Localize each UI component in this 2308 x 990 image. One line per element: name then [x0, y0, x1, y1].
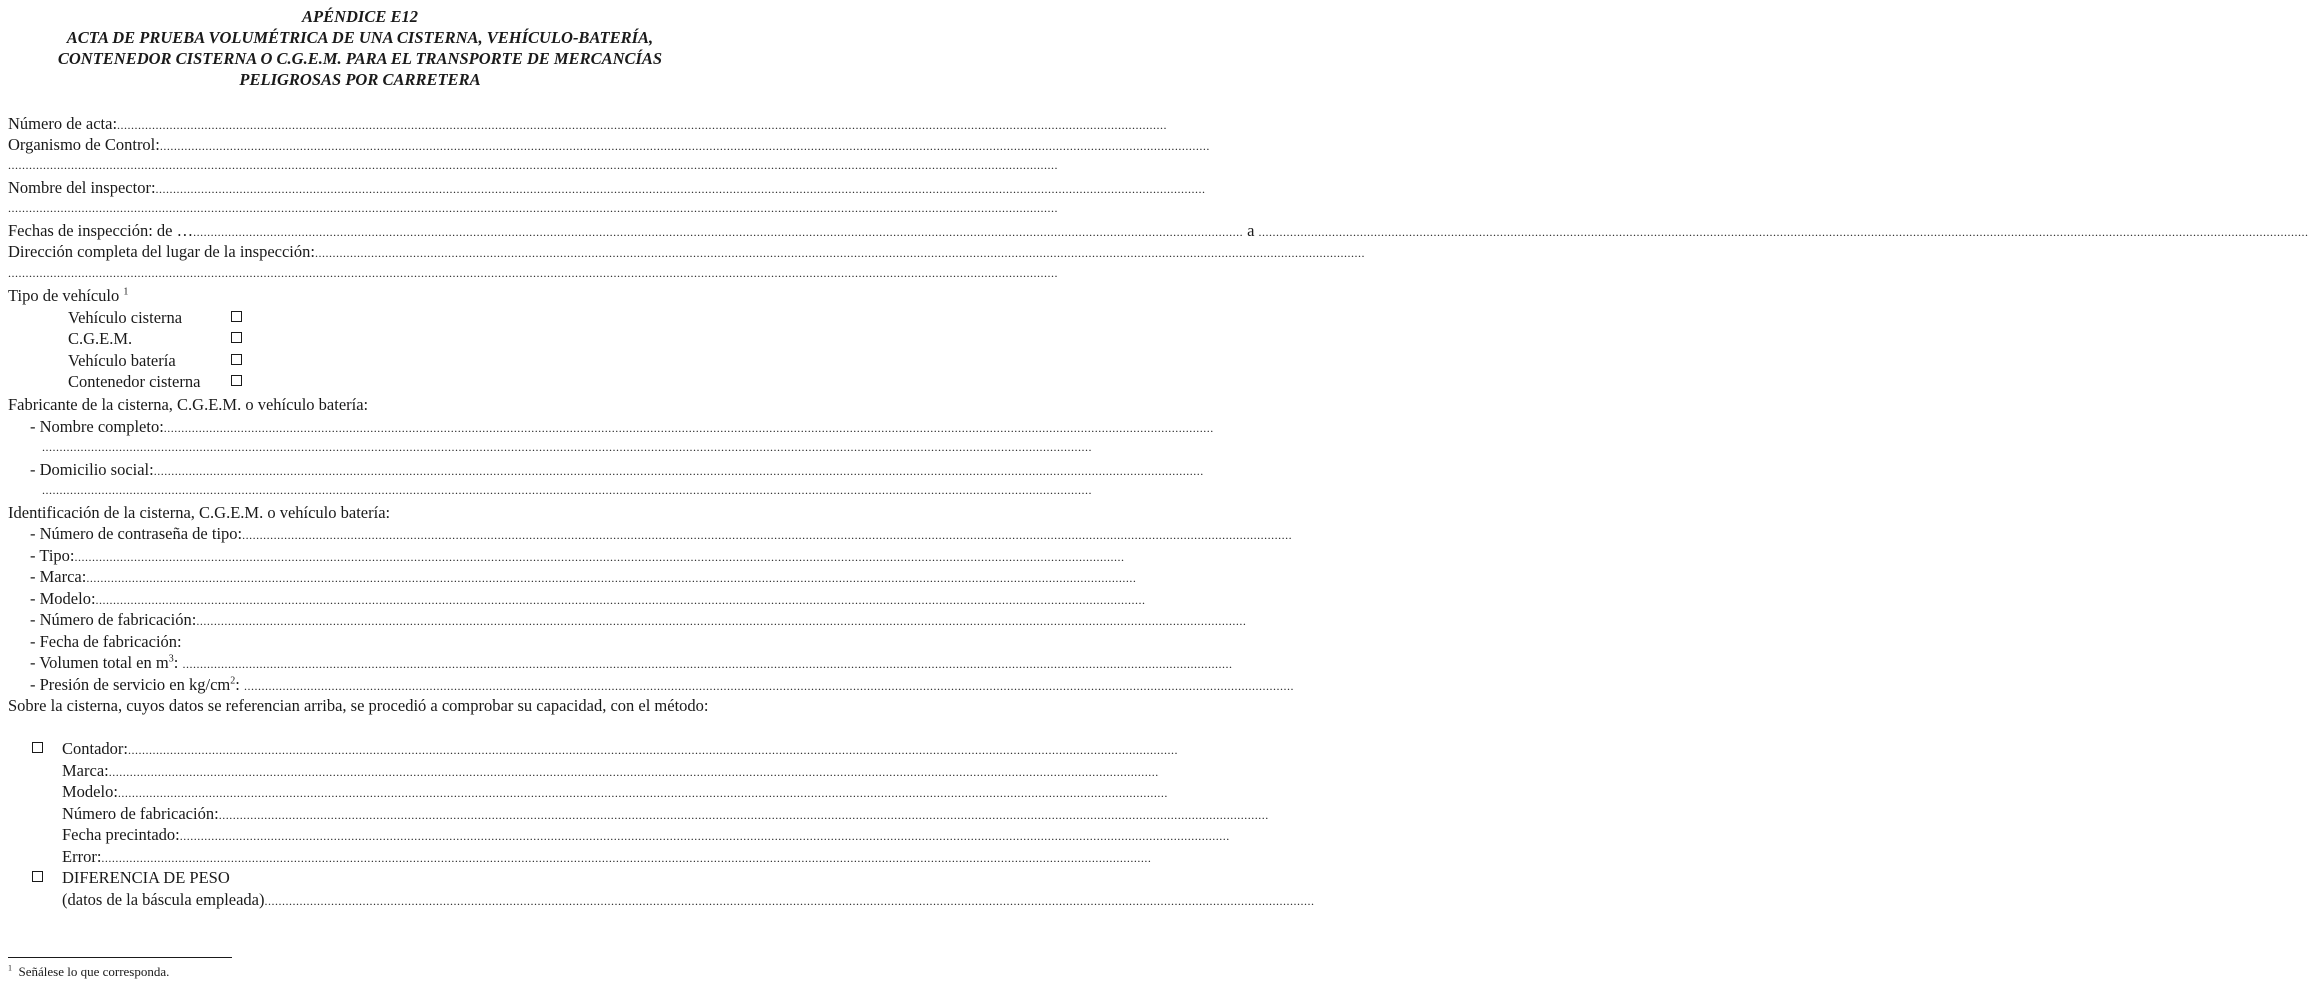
organismo-continuation[interactable]	[8, 155, 1058, 177]
fechas-a-label: a	[1247, 221, 1255, 240]
fecha-precintado-field[interactable]	[62, 824, 1230, 846]
direccion-continuation[interactable]	[8, 263, 1058, 285]
fechas-label: Fechas de inspección: de …	[8, 221, 194, 240]
fabricante-domicilio-continuation[interactable]	[42, 480, 1092, 502]
modelo-label: - Modelo:	[30, 589, 96, 608]
fecha-precintado-label: Fecha precintado:	[62, 825, 180, 844]
numero-acta-fill: ............................................................................................................................................................................................................................................................................................................	[117, 118, 1168, 132]
title-line-3: CONTENEDOR CISTERNA O C.G.E.M. PARA EL TRANSPORTE DE MERCANCÍAS	[57, 49, 663, 68]
num-fabricacion-label: - Número de fabricación:	[30, 610, 197, 629]
organismo-fill: ............................................................................................................................................................................................................................................................................................................	[159, 139, 1210, 153]
checkbox-contenedor-cisterna[interactable]	[231, 375, 242, 386]
contrasena-fill: ............................................................................................................................................................................................................................................................................................................	[242, 528, 1293, 542]
identificacion-heading: Identificación de la cisterna, C.G.E.M. o vehículo batería:	[8, 503, 391, 522]
checkbox-vehiculo-bateria[interactable]	[231, 354, 242, 365]
volumen-label: - Volumen total en $m^3$:	[30, 653, 179, 672]
inspector-label: Nombre del inspector:	[8, 178, 156, 197]
footnote	[8, 964, 169, 980]
contrasena-field[interactable]	[30, 523, 1293, 545]
presion-fill: ............................................................................................................................................................................................................................................................................................................	[243, 679, 1294, 693]
metodo-paragraph: Sobre la cisterna, cuyos datos se referencian arriba, se procedió a comprobar su capacidad, con el método:	[8, 696, 709, 715]
modelo-field[interactable]	[30, 588, 1146, 610]
fabricante-domicilio-fill: ............................................................................................................................................................................................................................................................................................................	[153, 464, 1204, 478]
num-fabricacion-field[interactable]	[30, 609, 1247, 631]
metodo-modelo-label: Modelo:	[62, 782, 118, 801]
title-line-4: PELIGROSAS POR CARRETERA	[239, 70, 481, 89]
footnote-divider	[8, 957, 232, 958]
organismo-fill-2: ............................................................................................................................................................................................................................................................................................................	[8, 158, 1058, 172]
footnote-text: Señálese lo que corresponda.	[18, 964, 170, 979]
fechas-to-fill: ............................................................................................................................................................................................................................................................................................................	[1258, 225, 2308, 239]
bascula-field[interactable]	[62, 889, 1315, 911]
tipo-label: - Tipo:	[30, 546, 75, 565]
num-fabricacion-fill: ............................................................................................................................................................................................................................................................................................................	[196, 614, 1247, 628]
presion-field[interactable]	[30, 674, 1294, 696]
direccion-field[interactable]	[8, 241, 1365, 263]
numero-acta-field[interactable]	[8, 113, 1168, 135]
numero-acta-label: Número de acta:	[8, 114, 118, 133]
fabricante-heading: Fabricante de la cisterna, C.G.E.M. o vehículo batería:	[8, 395, 369, 414]
fabricante-nombre-label: - Nombre completo:	[30, 417, 164, 436]
footnote-mark: 1	[8, 963, 12, 973]
fabricante-nombre-fill: ............................................................................................................................................................................................................................................................................................................	[163, 421, 1214, 435]
organismo-label: Organismo de Control:	[8, 135, 160, 154]
direccion-fill: ............................................................................................................................................................................................................................................................................................................	[314, 246, 1365, 260]
metodo-modelo-field[interactable]	[62, 781, 1168, 803]
modelo-fill: ............................................................................................................................................................................................................................................................................................................	[95, 593, 1146, 607]
tipo-fill: ............................................................................................................................................................................................................................................................................................................	[74, 550, 1125, 564]
option-cgem-label: C.G.E.M.	[68, 329, 133, 348]
marca-field[interactable]	[30, 566, 1137, 588]
contador-label: Contador:	[62, 739, 128, 758]
contador-fill: ............................................................................................................................................................................................................................................................................................................	[128, 743, 1178, 757]
tipo-vehiculo-label: Tipo de vehículo $^1$	[8, 286, 129, 305]
fabricante-nombre-continuation[interactable]	[42, 437, 1092, 459]
metodo-marca-field[interactable]	[62, 760, 1159, 782]
fecha-precintado-fill: ............................................................................................................................................................................................................................................................................................................	[179, 829, 1230, 843]
marca-fill: ............................................................................................................................................................................................................................................................................................................	[86, 571, 1137, 585]
bascula-fill: ............................................................................................................................................................................................................................................................................................................	[264, 894, 1315, 908]
volumen-fill: ............................................................................................................................................................................................................................................................................................................	[182, 657, 1233, 671]
checkbox-vehiculo-cisterna[interactable]	[231, 311, 242, 322]
metodo-num-fabricacion-field[interactable]	[62, 803, 1269, 825]
marca-label: - Marca:	[30, 567, 87, 586]
fechas-from-fill: ............................................................................................................................................................................................................................................................................................................	[193, 225, 1244, 239]
inspector-fill: ............................................................................................................................................................................................................................................................................................................	[155, 182, 1206, 196]
footnote-ref: 1	[123, 286, 129, 298]
fabricante-nombre-field[interactable]	[30, 416, 1214, 438]
fabricante-domicilio-fill-2: ............................................................................................................................................................................................................................................................................................................	[42, 483, 1092, 497]
metodo-marca-fill: ............................................................................................................................................................................................................................................................................................................	[108, 765, 1159, 779]
presion-superscript: 2	[230, 675, 236, 687]
inspector-field[interactable]	[8, 177, 1206, 199]
presion-label: - Presión de servicio en $kg/cm^2$:	[30, 675, 240, 694]
organismo-field[interactable]	[8, 134, 1210, 156]
bascula-label: (datos de la báscula empleada)	[62, 890, 265, 909]
direccion-label: Dirección completa del lugar de la inspección:	[8, 242, 315, 261]
document-title	[0, 6, 720, 90]
fabricante-nombre-fill-2: ............................................................................................................................................................................................................................................................................................................	[42, 440, 1092, 454]
tipo-field[interactable]	[30, 545, 1125, 567]
fabricante-domicilio-label: - Domicilio social:	[30, 460, 154, 479]
option-vehiculo-cisterna-label: Vehículo cisterna	[68, 308, 183, 327]
title-line-2: ACTA DE PRUEBA VOLUMÉTRICA DE UNA CISTERNA, VEHÍCULO-BATERÍA,	[66, 28, 654, 47]
contrasena-label: - Número de contraseña de tipo:	[30, 524, 243, 543]
fechas-field[interactable]	[8, 220, 2308, 242]
metodo-marca-label: Marca:	[62, 761, 109, 780]
metodo-num-fabricacion-fill: ............................................................................................................................................................................................................................................................................................................	[218, 808, 1269, 822]
metodo-modelo-fill: ............................................................................................................................................................................................................................................................................................................	[117, 786, 1168, 800]
title-line-1: APÉNDICE E12	[302, 7, 418, 26]
diferencia-peso-label: DIFERENCIA DE PESO	[62, 868, 230, 887]
fecha-fabricacion-label: - Fecha de fabricación:	[30, 632, 182, 651]
volumen-superscript: 3	[168, 653, 174, 665]
checkbox-cgem[interactable]	[231, 332, 242, 343]
inspector-continuation[interactable]	[8, 198, 1058, 220]
error-label: Error:	[62, 847, 102, 866]
error-fill: ............................................................................................................................................................................................................................................................................................................	[101, 851, 1152, 865]
option-vehiculo-bateria-label: Vehículo batería	[68, 351, 176, 370]
inspector-fill-2: ............................................................................................................................................................................................................................................................................................................	[8, 201, 1058, 215]
checkbox-diferencia-peso[interactable]	[32, 871, 43, 882]
checkbox-contador[interactable]	[32, 742, 43, 753]
fabricante-domicilio-field[interactable]	[30, 459, 1204, 481]
option-contenedor-cisterna-label: Contenedor cisterna	[68, 372, 201, 391]
direccion-fill-2: ............................................................................................................................................................................................................................................................................................................	[8, 266, 1058, 280]
metodo-num-fabricacion-label: Número de fabricación:	[62, 804, 219, 823]
volumen-field[interactable]	[30, 652, 1233, 674]
contador-field[interactable]	[62, 738, 1178, 760]
error-field[interactable]	[62, 846, 1152, 868]
